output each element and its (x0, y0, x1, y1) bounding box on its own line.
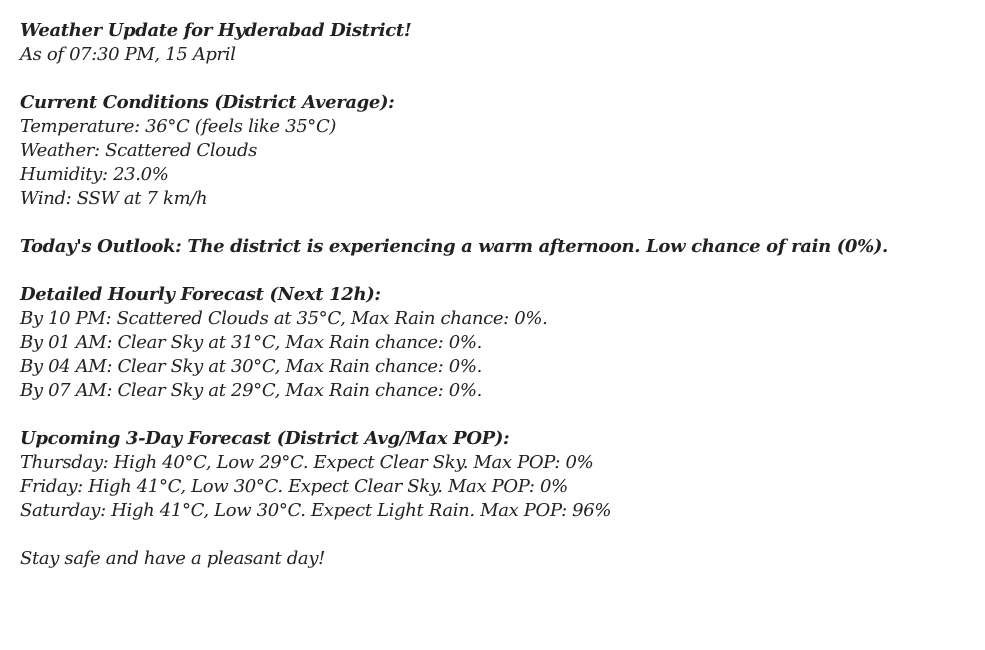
spacer (20, 523, 985, 547)
daily-forecast-item: Thursday: High 40°C, Low 29°C. Expect Clear Sky. Max POP: 0% (20, 452, 594, 473)
hourly-forecast-heading: Detailed Hourly Forecast (Next 12h): (20, 284, 381, 305)
message-title: Weather Update for Hyderabad District! (20, 20, 412, 41)
todays-outlook: Today's Outlook: The district is experiencing a warm afternoon. Low chance of rain (0%). (20, 236, 888, 257)
daily-forecast-item: Saturday: High 41°C, Low 30°C. Expect Light Rain. Max POP: 96% (20, 500, 612, 521)
humidity-line: Humidity: 23.0% (20, 164, 169, 185)
hourly-forecast-section (20, 283, 985, 403)
weather-line: Weather: Scattered Clouds (20, 140, 258, 161)
timestamp: As of 07:30 PM, 15 April (20, 44, 236, 65)
current-conditions-section (20, 91, 985, 211)
spacer (20, 259, 985, 283)
hourly-forecast-item: By 01 AM: Clear Sky at 31°C, Max Rain chance: 0%. (20, 332, 482, 353)
wind-line: Wind: SSW at 7 km/h (20, 188, 208, 209)
current-conditions-heading: Current Conditions (District Average): (20, 92, 395, 113)
daily-forecast-section (20, 427, 985, 523)
hourly-forecast-item: By 10 PM: Scattered Clouds at 35°C, Max Rain chance: 0%. (20, 308, 548, 329)
temperature-line: Temperature: 36°C (feels like 35°C) (20, 116, 337, 137)
closing-message: Stay safe and have a pleasant day! (20, 548, 326, 569)
spacer (20, 67, 985, 91)
spacer (20, 403, 985, 427)
daily-forecast-heading: Upcoming 3-Day Forecast (District Avg/Max POP): (20, 428, 510, 449)
hourly-forecast-item: By 04 AM: Clear Sky at 30°C, Max Rain chance: 0%. (20, 356, 482, 377)
spacer (20, 211, 985, 235)
hourly-forecast-item: By 07 AM: Clear Sky at 29°C, Max Rain chance: 0%. (20, 380, 482, 401)
daily-forecast-item: Friday: High 41°C, Low 30°C. Expect Clear Sky. Max POP: 0% (20, 476, 568, 497)
